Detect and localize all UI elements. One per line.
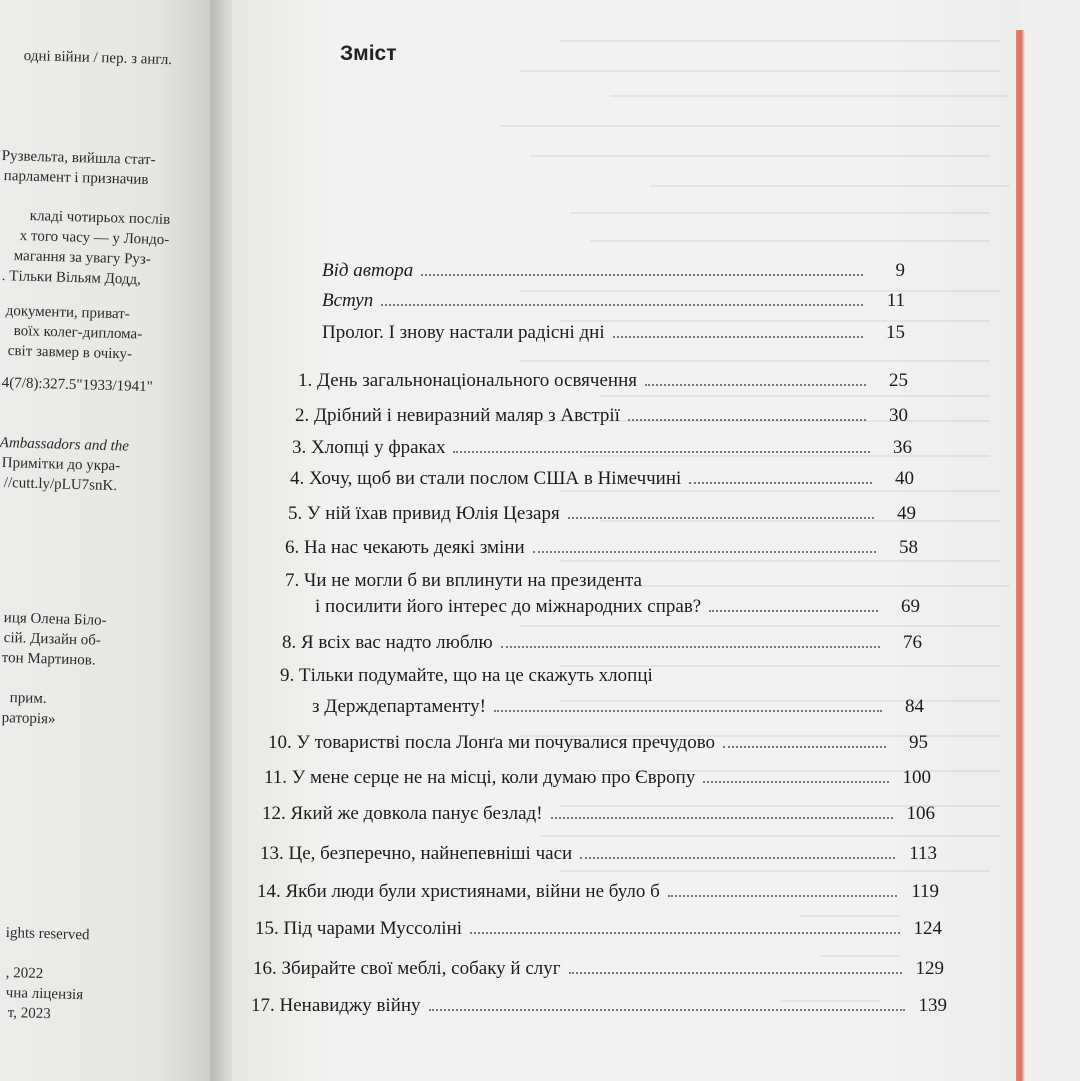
left-page-line: прим. xyxy=(9,690,47,708)
left-page-line: т, 2023 xyxy=(7,1005,51,1023)
bleed-through-shadow xyxy=(520,735,1000,737)
toc-entry xyxy=(260,843,937,865)
dot-leader xyxy=(613,336,863,338)
toc-entry-title: 12. Який же довкола панує безлад! xyxy=(262,803,543,824)
dot-leader xyxy=(429,1009,905,1011)
bleed-through-shadow xyxy=(520,70,1000,72)
dot-leader xyxy=(470,932,900,934)
left-page-line: сій. Дизайн об- xyxy=(3,630,102,649)
left-page-line: Ambassadors and the xyxy=(0,435,130,455)
dot-leader xyxy=(580,857,895,859)
bleed-through-shadow xyxy=(570,212,990,214)
toc-page-number: 106 xyxy=(906,803,935,824)
dot-leader xyxy=(723,746,886,748)
toc-page-number: 58 xyxy=(899,537,918,558)
toc-entry-title: 1. День загальнонаціонального освячення xyxy=(298,370,637,391)
toc-entry xyxy=(251,995,947,1017)
toc-entry-title: 13. Це, безперечно, найнепевніші часи xyxy=(260,843,573,864)
toc-entry-title: 4. Хочу, щоб ви стали послом США в Німеччині xyxy=(290,468,682,489)
left-page-line: ights reserved xyxy=(5,925,90,944)
toc-entry xyxy=(255,918,942,940)
left-page-line: парламент і призначив xyxy=(3,168,149,189)
left-page-line: иця Олена Біло- xyxy=(3,610,107,629)
toc-entry xyxy=(253,958,944,980)
toc-page-number: 40 xyxy=(895,468,914,489)
toc-page-number: 84 xyxy=(905,696,924,717)
left-page-line: Примітки до укра- xyxy=(1,455,121,475)
toc-heading: Зміст xyxy=(340,42,397,65)
toc-entry xyxy=(322,260,905,282)
dot-leader xyxy=(668,895,897,897)
left-page-line: тон Мартинов. xyxy=(1,650,96,669)
bleed-through-shadow xyxy=(560,320,990,322)
toc-page-number: 25 xyxy=(889,370,908,391)
toc-entry-title: 15. Під чарами Муссоліні xyxy=(255,918,463,939)
toc-entry-title: 14. Якби люди були християнами, війни не було б xyxy=(257,881,660,902)
toc-page-number: 30 xyxy=(889,405,908,426)
toc-page-number: 95 xyxy=(909,732,928,753)
dot-leader xyxy=(703,781,889,783)
book-page-edge xyxy=(1016,30,1080,1081)
left-page-line: . Тільки Вільям Додд, xyxy=(1,268,142,288)
toc-page-number: 139 xyxy=(918,995,947,1016)
bleed-through-shadow xyxy=(520,360,990,362)
bleed-through-shadow xyxy=(600,585,1010,587)
dot-leader xyxy=(551,817,893,819)
dot-leader xyxy=(645,384,866,386)
bleed-through-shadow xyxy=(590,240,990,242)
toc-entry xyxy=(298,370,908,392)
dot-leader xyxy=(533,551,876,553)
dot-leader xyxy=(709,610,878,612)
toc-entry-title: 6. На нас чекають деякі зміни xyxy=(285,537,525,558)
bleed-through-shadow xyxy=(800,915,900,917)
toc-entry-title: 2. Дрібний і невиразний маляр з Австрії xyxy=(295,405,620,426)
bleed-through-shadow xyxy=(530,155,990,157)
toc-entry-continuation: з Держдепартаменту! xyxy=(312,696,486,717)
left-page-line: //cutt.ly/pLU7snK. xyxy=(3,475,118,495)
left-page-line: воїх колег-диплома- xyxy=(13,323,143,343)
dot-leader xyxy=(689,482,872,484)
left-page-line: одні війни / пер. з англ. xyxy=(23,48,173,69)
toc-page-number: 49 xyxy=(897,503,916,524)
bleed-through-shadow xyxy=(560,40,1000,42)
left-page-line: 4(7/8):327.5"1933/1941" xyxy=(1,375,153,396)
bleed-through-shadow xyxy=(580,770,1000,772)
left-page-line: , 2022 xyxy=(5,965,44,983)
toc-page-number: 113 xyxy=(909,843,937,864)
toc-page-number: 15 xyxy=(886,322,905,343)
bleed-through-shadow xyxy=(560,870,990,872)
dot-leader xyxy=(494,710,882,712)
toc-entry-title: 10. У товаристві посла Лонґа ми почувалися пречудово xyxy=(268,732,716,753)
bleed-through-shadow xyxy=(580,455,990,457)
toc-entry-title: 11. У мене серце не на місці, коли думаю про Європу xyxy=(264,767,696,788)
toc-entry xyxy=(322,290,905,312)
toc-entry xyxy=(285,537,918,559)
toc-page-number: 100 xyxy=(902,767,931,788)
bleed-through-shadow xyxy=(560,700,1000,702)
toc-entry xyxy=(257,881,939,903)
toc-page-number: 69 xyxy=(901,596,920,617)
toc-page-number: 124 xyxy=(913,918,942,939)
dot-leader xyxy=(568,517,874,519)
bleed-through-shadow xyxy=(540,835,1000,837)
bleed-through-shadow xyxy=(600,395,990,397)
left-page-line: Рузвельта, вийшла стат- xyxy=(1,148,156,169)
toc-entry-title: 9. Тільки подумайте, що на це скажуть хлопці xyxy=(280,665,653,686)
dot-leader xyxy=(381,304,863,306)
toc-entry-title: 7. Чи не могли б ви вплинути на президента xyxy=(285,570,642,591)
toc-page-number: 76 xyxy=(903,632,922,653)
bleed-through-shadow xyxy=(520,625,1000,627)
dot-leader xyxy=(501,646,880,648)
bleed-through-shadow xyxy=(560,665,1000,667)
toc-entry xyxy=(315,596,920,618)
bleed-through-shadow xyxy=(610,95,1010,97)
toc-page-number: 11 xyxy=(886,290,905,311)
bleed-through-shadow xyxy=(560,805,1000,807)
dot-leader xyxy=(421,274,863,276)
bleed-through-shadow xyxy=(540,420,990,422)
toc-entry-title: Вступ xyxy=(322,290,374,311)
bleed-through-shadow xyxy=(520,290,1000,292)
left-page-line: чна ліцензія xyxy=(5,985,84,1004)
toc-entry-continuation: і посилити його інтерес до міжнародних справ? xyxy=(315,596,702,617)
toc-page-number: 129 xyxy=(915,958,944,979)
toc-entry-title: 5. У ній їхав привид Юлія Цезаря xyxy=(288,503,560,524)
bleed-through-shadow xyxy=(500,125,1000,127)
toc-entry-title: 8. Я всіх вас надто люблю xyxy=(282,632,493,653)
bleed-through-shadow xyxy=(560,560,1000,562)
toc-page-number: 9 xyxy=(895,260,905,281)
left-page-line: раторія» xyxy=(1,710,56,728)
toc-entry xyxy=(295,405,908,427)
left-page-line: документи, приват- xyxy=(5,303,130,323)
left-page-line: х того часу — у Лондо- xyxy=(19,228,170,249)
left-page-line: світ завмер в очіку- xyxy=(7,343,133,363)
toc-page-number: 36 xyxy=(893,437,912,458)
bleed-through-shadow xyxy=(780,1000,880,1002)
toc-entry-title: Пролог. І знову настали радісні дні xyxy=(322,322,605,343)
bleed-through-shadow xyxy=(560,490,1000,492)
toc-entry xyxy=(282,632,922,654)
toc-entry xyxy=(290,468,914,490)
toc-entry xyxy=(322,322,905,344)
dot-leader xyxy=(569,972,902,974)
bleed-through-shadow xyxy=(820,955,900,957)
toc-page-number: 119 xyxy=(911,881,939,902)
left-page-line: кладі чотирьох послів xyxy=(29,208,171,228)
bleed-through-shadow xyxy=(600,520,1000,522)
toc-entry-title: 3. Хлопці у фраках xyxy=(292,437,446,458)
left-page-line: магання за увагу Руз- xyxy=(13,248,152,268)
toc-entry-title: 16. Збирайте свої меблі, собаку й слуг xyxy=(253,958,561,979)
toc-entry-title: 17. Ненавиджу війну xyxy=(251,995,421,1016)
dot-leader xyxy=(453,451,870,453)
toc-entry-title: Від автора xyxy=(322,260,414,281)
bleed-through-shadow xyxy=(650,185,1010,187)
